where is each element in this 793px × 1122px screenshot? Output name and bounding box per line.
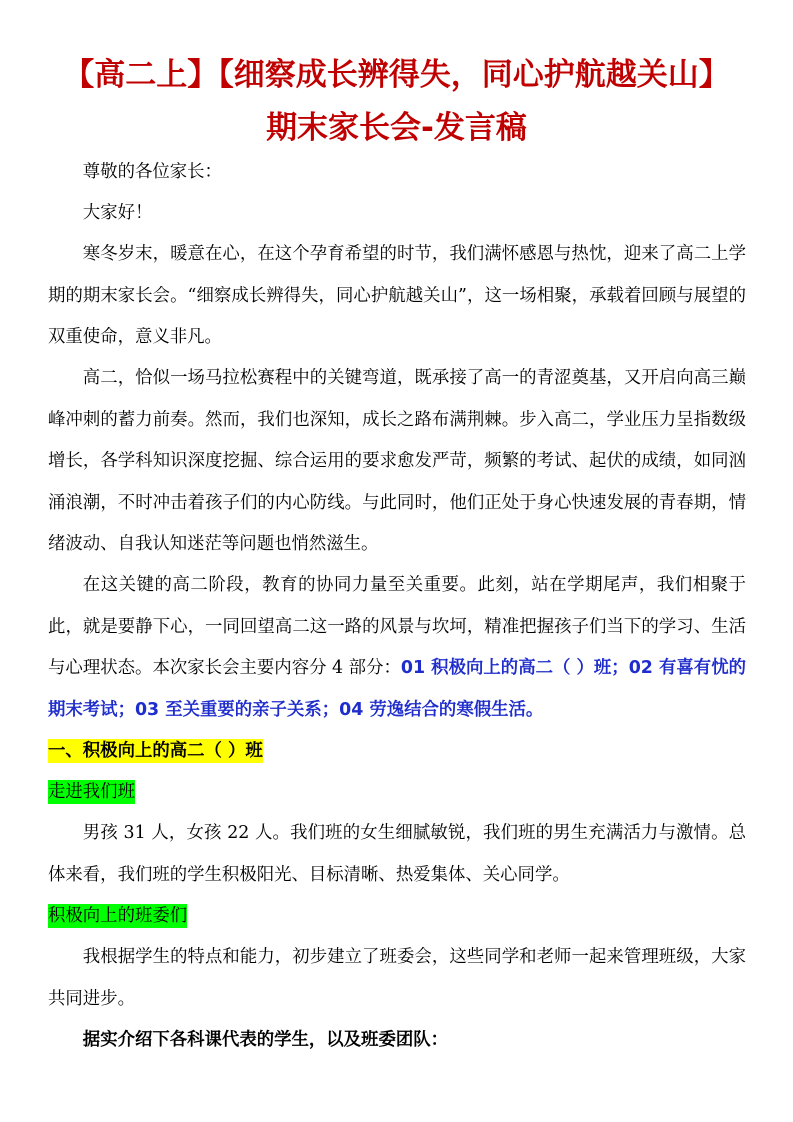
paragraph-context: 高二，恰似一场马拉松赛程中的关键弯道，既承接了高一的青涩奠基，又开启向高三巅峰冲刺的蓄力前奏。然而，我们也深知，成长之路布满荆棘。步入高二，学业压力呈指数级增长，各学科知识深度挖掘、综合运用的要求愈发严苛，频繁的考试、起伏的成绩，如同汹涌浪潮，不时冲击着孩子们的内心防线。与此同时，他们正处于身心快速发展的青春期，情绪波动、自我认知迷茫等问题也悄然滋生。 <box>48 368 746 554</box>
paragraph-representatives: 据实介绍下各科课代表的学生，以及班委团队： <box>82 1030 449 1050</box>
subheading-class <box>48 772 746 814</box>
paragraph-agenda <box>48 565 746 731</box>
subheading-committee <box>48 896 746 938</box>
agenda-text: 在这关键的高二阶段，教育的协同力量至关重要。此刻，站在学期尾声，我们相聚于此，就是要静下心，一同回望高二这一路的风景与坎坷，精准把握孩子们当下的学习、生活与心理状态。本次家长会主要内容分 4 部分： <box>48 575 746 678</box>
document-subtitle: 期末家长会-发言稿 <box>266 110 527 146</box>
subheading-committee-text: 积极向上的班委们 <box>48 906 188 926</box>
section-heading-text: 一、积极向上的高二（ ）班 <box>48 741 263 761</box>
hello: 大家好！ <box>82 203 153 223</box>
document-title: 【高二上】【细察成长辨得失，同心护航越关山】 <box>63 57 730 93</box>
agenda-outline: 01 积极向上的高二（ ）班；02 有喜有忧的期末考试；03 至关重要的亲子关系；04 劳逸结合的寒假生活。 <box>48 658 746 720</box>
paragraph-class: 男孩 31 人，女孩 22 人。我们班的女生细腻敏锐，我们班的男生充满活力与激情。总体来看，我们班的学生积极阳光、目标清晰、热爱集体、关心同学。 <box>48 823 746 885</box>
paragraph-intro: 寒冬岁末，暖意在心，在这个孕育希望的时节，我们满怀感恩与热忱，迎来了高二上学期的期末家长会。“细察成长辨得失，同心护航越关山”，这一场相聚，承载着回顾与展望的双重使命，意义非凡。 <box>48 244 746 347</box>
section-heading <box>48 731 746 773</box>
subheading-class-text: 走进我们班 <box>48 782 135 802</box>
greeting: 尊敬的各位家长： <box>82 162 222 182</box>
paragraph-committee: 我根据学生的特点和能力，初步建立了班委会，这些同学和老师一起来管理班级，大家共同进步。 <box>48 947 746 1009</box>
